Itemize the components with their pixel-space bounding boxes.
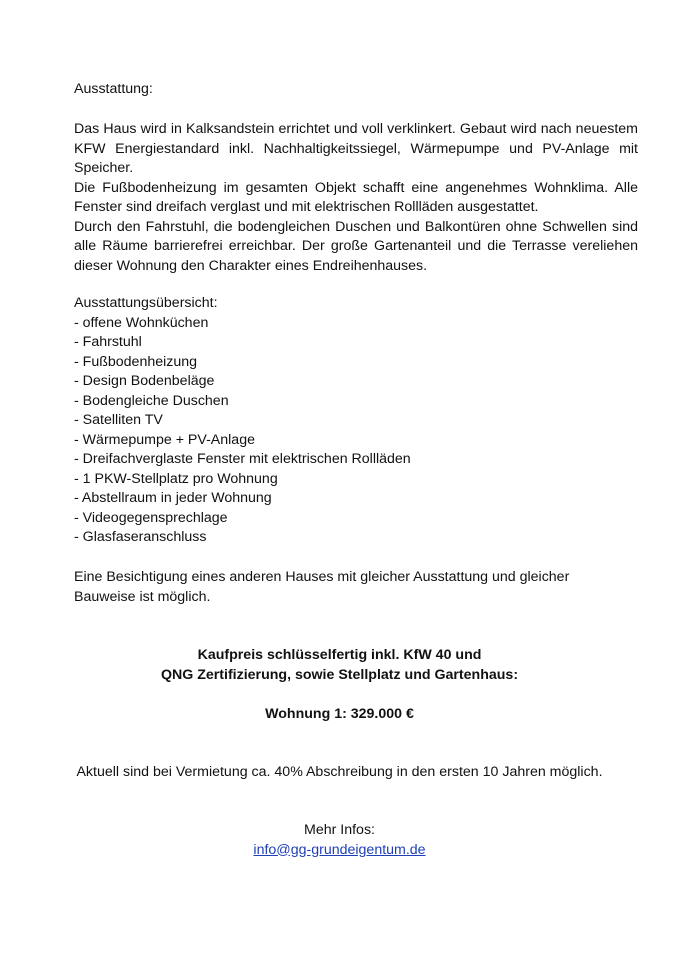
price-heading-line: Kaufpreis schlüsselfertig inkl. KfW 40 und (197, 647, 482, 663)
feature-item: - Wärmepumpe + PV-Anlage (74, 431, 255, 448)
feature-list (74, 314, 634, 548)
visit-note: Eine Besichtigung eines anderen Hauses mit gleicher Ausstattung und gleicher Bauweise ist möglich. (74, 569, 570, 605)
intro-paragraph: Die Fußbodenheizung im gesamten Objekt schafft eine angenehmes Wohnklima. Alle Fenster sind dreifach verglast und mit elektrischen Rollläden ausgestattet. (74, 179, 638, 215)
feature-item: - Design Bodenbeläge (74, 373, 215, 389)
apartment-price: Wohnung 1: 329.000 € (265, 706, 414, 722)
overview-title: Ausstattungsübersicht: (74, 295, 218, 311)
contact-label: Mehr Infos: (304, 822, 375, 838)
rental-note: Aktuell sind bei Vermietung ca. 40% Abschreibung in den ersten 10 Jahren möglich. (76, 764, 603, 780)
feature-item: - Fußbodenheizung (74, 353, 198, 370)
feature-item: - Fahrstuhl (74, 334, 142, 350)
price-heading-line: QNG Zertifizierung, sowie Stellplatz und Gartenhaus: (160, 666, 519, 683)
feature-item: - Videogegensprechlage (74, 509, 228, 526)
contact-block (0, 821, 679, 860)
features-overview (74, 294, 634, 548)
feature-item: - Glasfaseranschluss (74, 529, 207, 545)
feature-item: - Abstellraum in jeder Wohnung (74, 490, 272, 506)
email-link[interactable]: info@gg-grundeigentum.de (253, 841, 426, 858)
intro-text (74, 120, 638, 276)
feature-item: - Satelliten TV (74, 412, 163, 428)
feature-item: - Dreifachverglaste Fenster mit elektrischen Rollläden (74, 451, 411, 467)
intro-paragraph: Das Haus wird in Kalksandstein errichtet und voll verklinkert. Gebaut wird nach neuestem KFW Energiestandard inkl. Nachhaltigkeitssiegel, Wärmepumpe und PV-Anlage mit Speicher. (74, 121, 638, 176)
section-heading: Ausstattung: (74, 81, 153, 97)
feature-item: - Bodengleiche Duschen (74, 392, 229, 409)
price-heading (0, 646, 679, 685)
feature-item: - 1 PKW-Stellplatz pro Wohnung (74, 470, 278, 487)
feature-item: - offene Wohnküchen (74, 314, 209, 331)
intro-paragraph: Durch den Fahrstuhl, die bodengleichen Duschen und Balkontüren ohne Schwellen sind alle Räume barrierefrei erreichbar. Der große Gartenanteil und die Terrasse vereliehen dieser Wohnung den Charakter eines Endreihenhauses. (74, 218, 638, 274)
